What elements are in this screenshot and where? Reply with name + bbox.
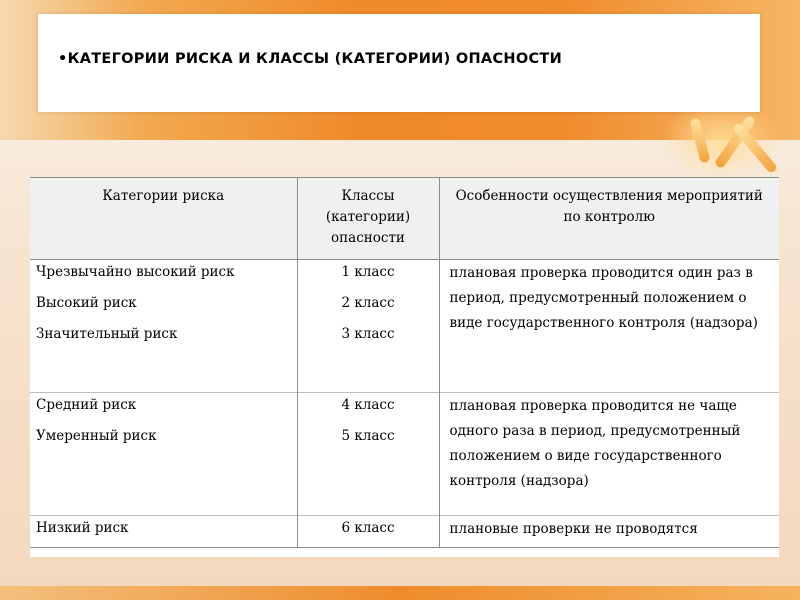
risk-table bbox=[30, 177, 779, 548]
decorative-bottom-band bbox=[0, 586, 800, 600]
class-cell bbox=[297, 516, 439, 548]
table-row bbox=[30, 393, 779, 516]
risk-cell bbox=[30, 260, 297, 393]
class-label: 5 класс bbox=[341, 428, 395, 444]
description-cell bbox=[439, 516, 779, 548]
risk-label: Высокий риск bbox=[36, 295, 137, 311]
class-cell bbox=[297, 393, 439, 516]
class-label: 3 класс bbox=[341, 326, 395, 342]
table-header-row bbox=[30, 178, 779, 260]
control-description: плановая проверка проводится один раз в период, предусмотренный положением о виде государственного контроля (надзора) bbox=[449, 265, 758, 331]
risk-table-container bbox=[30, 177, 779, 557]
risk-label: Средний риск bbox=[36, 397, 137, 413]
class-label: 4 класс bbox=[341, 397, 395, 413]
risk-label: Умеренный риск bbox=[36, 428, 157, 444]
header-control-features: Особенности осуществления мероприятий по контролю bbox=[439, 178, 779, 260]
class-label: 6 класс bbox=[341, 520, 395, 536]
class-label: 1 класс bbox=[341, 264, 395, 280]
control-description: плановая проверка проводится не чаще одного раза в период, предусмотренный положением о виде государственного контроля (надзора) bbox=[449, 398, 741, 489]
description-cell bbox=[439, 393, 779, 516]
header-risk-category: Категории риска bbox=[30, 178, 297, 260]
slide-title: •КАТЕГОРИИ РИСКА И КЛАССЫ (КАТЕГОРИИ) ОПАСНОСТИ bbox=[58, 51, 563, 67]
class-cell bbox=[297, 260, 439, 393]
header-hazard-class: Классы (категории) опасности bbox=[297, 178, 439, 260]
description-cell bbox=[439, 260, 779, 393]
table-row bbox=[30, 516, 779, 548]
risk-cell bbox=[30, 393, 297, 516]
risk-label: Значительный риск bbox=[36, 326, 178, 342]
risk-label: Чрезвычайно высокий риск bbox=[36, 264, 235, 280]
table-row bbox=[30, 260, 779, 393]
class-label: 2 класс bbox=[341, 295, 395, 311]
decorative-glow bbox=[660, 100, 780, 180]
control-description: плановые проверки не проводятся bbox=[449, 521, 698, 537]
risk-label: Низкий риск bbox=[36, 520, 129, 536]
title-box bbox=[38, 14, 760, 112]
risk-cell bbox=[30, 516, 297, 548]
